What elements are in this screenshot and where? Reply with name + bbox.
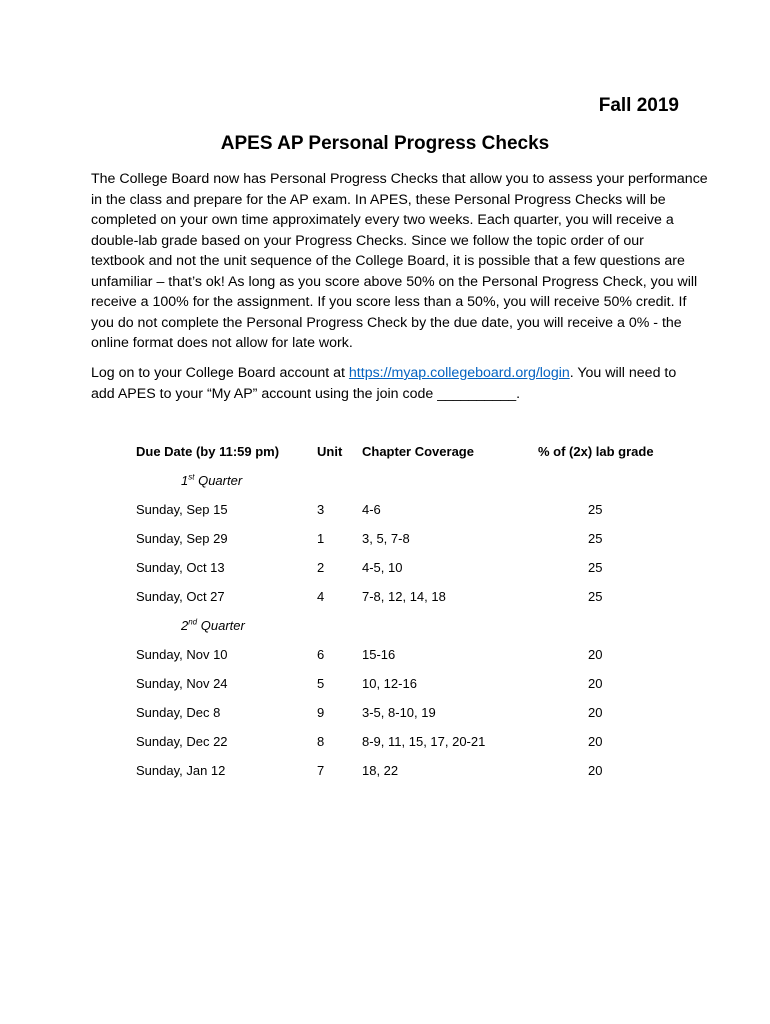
quarter-label <box>181 473 242 488</box>
table-row <box>0 705 770 725</box>
header-due-date: Due Date (by 11:59 pm) <box>136 444 280 459</box>
header-lab-grade: % of (2x) lab grade <box>538 444 654 459</box>
intro-line: double-lab grade based on your Progress Checks. Since we follow the topic order of our <box>91 232 644 249</box>
due-date-cell: Sunday, Sep 15 <box>136 502 228 517</box>
header-unit: Unit <box>317 444 343 459</box>
lab-grade-cell: 20 <box>588 734 603 749</box>
header-chapter-coverage: Chapter Coverage <box>362 444 474 459</box>
chapter-coverage-cell: 15-16 <box>362 647 396 662</box>
unit-cell: 3 <box>317 502 325 517</box>
unit-cell: 6 <box>317 647 325 662</box>
chapter-coverage-cell: 3, 5, 7-8 <box>362 531 410 546</box>
chapter-coverage-cell: 4-6 <box>362 502 381 517</box>
lab-grade-cell: 20 <box>588 676 603 691</box>
lab-grade-cell: 20 <box>588 647 603 662</box>
semester-label: Fall 2019 <box>598 95 679 116</box>
page-title: APES AP Personal Progress Checks <box>220 133 550 154</box>
quarter-word: Quarter <box>200 618 245 633</box>
quarter-number: 1 <box>181 473 189 488</box>
intro-paragraph <box>91 169 708 354</box>
lab-grade-cell: 25 <box>588 502 603 517</box>
chapter-coverage-cell: 4-5, 10 <box>362 560 403 575</box>
table-row <box>0 647 770 667</box>
due-date-cell: Sunday, Sep 29 <box>136 531 228 546</box>
login-text-after: . You will need to <box>569 365 677 381</box>
unit-cell: 4 <box>317 589 325 604</box>
quarter-heading <box>0 618 770 638</box>
unit-cell: 2 <box>317 560 325 575</box>
chapter-coverage-cell: 7-8, 12, 14, 18 <box>362 589 446 604</box>
intro-line: The College Board now has Personal Progress Checks that allow you to assess your performance <box>91 171 708 187</box>
due-date-cell: Sunday, Dec 8 <box>136 705 221 720</box>
unit-cell: 9 <box>317 705 325 720</box>
lab-grade-cell: 20 <box>588 705 603 720</box>
intro-line: in the class and prepare for the AP exam. In APES, these Personal Progress Checks will be <box>91 191 666 208</box>
due-date-cell: Sunday, Jan 12 <box>136 763 226 778</box>
intro-line: completed on your own time approximately every two weeks. Each quarter, you will receive a <box>91 212 674 228</box>
unit-cell: 1 <box>317 531 325 546</box>
lab-grade-cell: 25 <box>588 531 603 546</box>
chapter-coverage-cell: 10, 12-16 <box>362 676 417 691</box>
intro-line: online format does not allow for late work. <box>91 335 353 351</box>
table-row <box>0 502 770 522</box>
unit-cell: 5 <box>317 676 325 691</box>
unit-cell: 7 <box>317 763 325 778</box>
quarter-heading <box>0 473 770 493</box>
chapter-coverage-cell: 18, 22 <box>362 763 399 778</box>
due-date-cell: Sunday, Dec 22 <box>136 734 228 749</box>
chapter-coverage-cell: 3-5, 8-10, 19 <box>362 705 436 720</box>
login-paragraph <box>91 363 691 404</box>
quarter-word: Quarter <box>198 473 243 488</box>
lab-grade-cell: 25 <box>588 560 603 575</box>
table-row <box>0 589 770 609</box>
quarter-label <box>181 618 245 633</box>
table-row <box>0 676 770 696</box>
login-text: Log on to your College Board account at <box>91 365 349 381</box>
join-code-line: add APES to your “My AP” account using the join code __________. <box>91 385 521 402</box>
due-date-cell: Sunday, Oct 27 <box>136 589 225 604</box>
lab-grade-cell: 20 <box>588 763 603 778</box>
intro-line: receive a 100% for the assignment. If you score less than a 50%, you will receive 50% credit. If <box>91 294 687 310</box>
quarter-ordinal: nd <box>188 617 198 627</box>
table-row <box>0 560 770 580</box>
quarter-number: 2 <box>181 618 189 633</box>
table-row <box>0 531 770 551</box>
due-date-cell: Sunday, Nov 10 <box>136 647 228 662</box>
unit-cell: 8 <box>317 734 325 749</box>
intro-line: unfamiliar – that’s ok! As long as you score above 50% on the Personal Progress Check, you will <box>91 273 698 290</box>
intro-line: textbook and not the unit sequence of the College Board, it is possible that a few questions are <box>91 253 685 269</box>
table-row <box>0 734 770 754</box>
table-header-row <box>0 444 770 464</box>
intro-line: you do not complete the Personal Progress Check by the due date, you will receive a 0% - the <box>91 314 682 331</box>
college-board-login-link[interactable]: https://myap.collegeboard.org/login <box>348 365 570 381</box>
due-date-cell: Sunday, Oct 13 <box>136 560 225 575</box>
table-row <box>0 763 770 783</box>
chapter-coverage-cell: 8-9, 11, 15, 17, 20-21 <box>362 734 486 749</box>
login-line <box>91 363 691 384</box>
lab-grade-cell: 25 <box>588 589 603 604</box>
quarter-ordinal: st <box>188 472 195 482</box>
due-date-cell: Sunday, Nov 24 <box>136 676 228 691</box>
